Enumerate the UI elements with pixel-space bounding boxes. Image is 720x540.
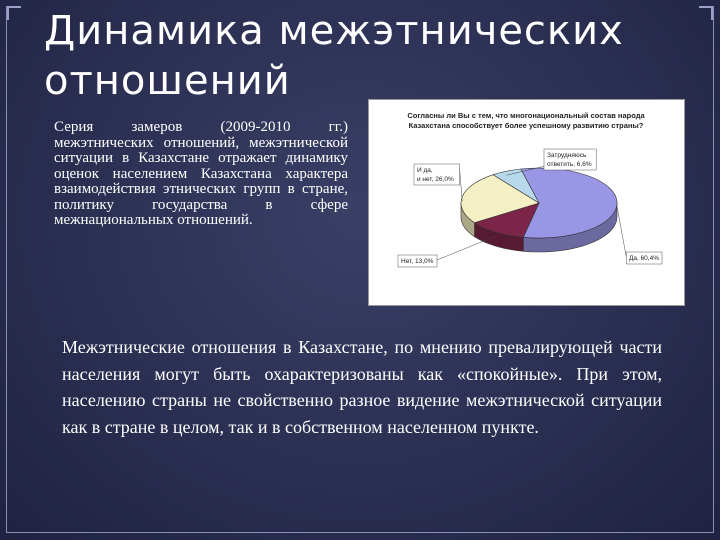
pie-chart-panel (368, 99, 685, 306)
frame-corner (7, 6, 9, 20)
svg-text:Нет, 13,0%: Нет, 13,0% (401, 258, 434, 265)
chart-title: Согласны ли Вы с тем, что многонациональный состав народа Казахстана способствует более успешному развитию страны? (407, 111, 645, 130)
frame-corner (7, 6, 21, 8)
pie-chart (369, 100, 684, 305)
intro-paragraph: Серия замеров (2009-2010 гг.) межэтнических отношений, межэтнической ситуации в Казахстане отражает динамику оценок населением Казахстана характера взаимодействия этнических групп в стране, политику государства в сфере межнациональных отношений. (54, 119, 348, 228)
frame-corner (711, 6, 713, 20)
svg-text:Да, 60,4%: Да, 60,4% (628, 255, 659, 262)
slide-title: Динамика межэтнических отношений (44, 8, 624, 104)
pie-label-0 (617, 206, 662, 264)
summary-paragraph: Межэтнические отношения в Казахстане, по мнению превалирующей части населения могут быть охарактеризованы как «спокойные». При этом, населению страны не свойственно разное видение межэтнической ситуации как в стране в целом, так и в собственном населенном пункте. (62, 337, 662, 437)
svg-text:Затрудняюсьответить, 6,6%: Затрудняюсь ответить, 6,6% (547, 152, 592, 168)
svg-text:И да,и нет, 26,0%: И да, и нет, 26,0% (417, 167, 454, 183)
pie-label-2 (414, 164, 462, 201)
